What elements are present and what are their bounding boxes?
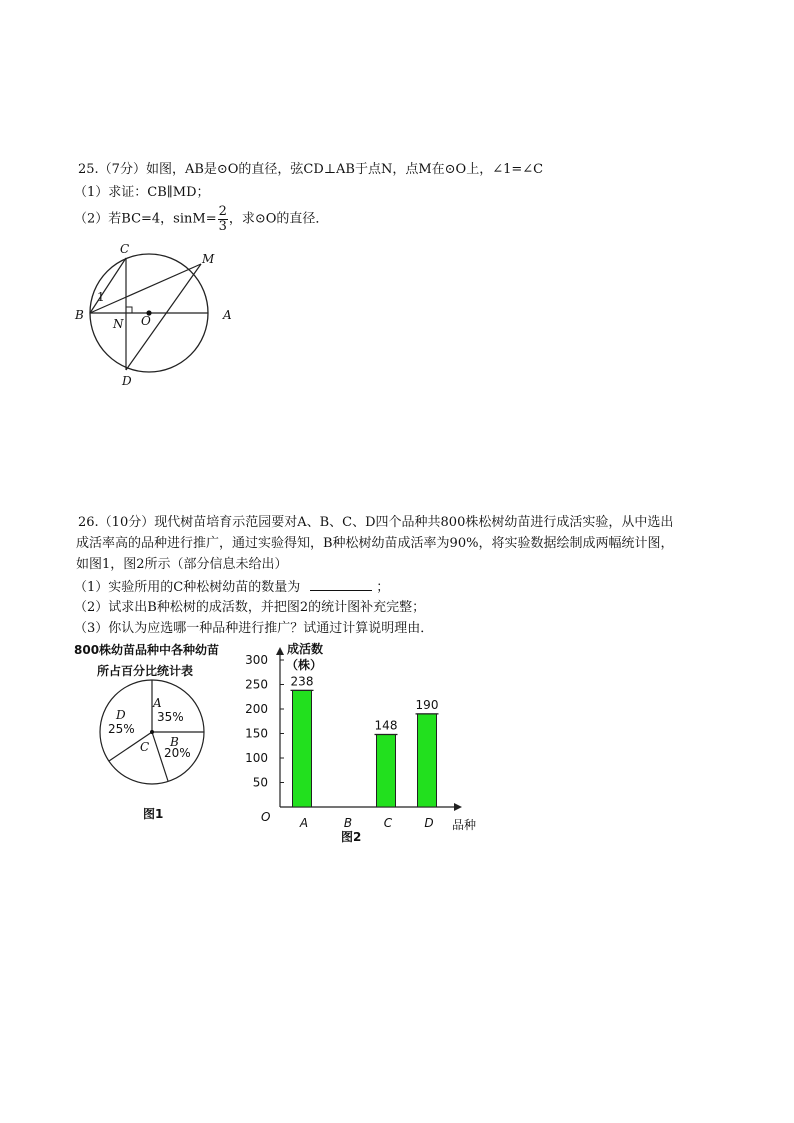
bar-value-label: 148 (374, 718, 398, 733)
bar-value-label: 190 (415, 697, 439, 712)
q26-part1-post: ； (376, 580, 390, 595)
fig2-xlabel: 品种 (452, 818, 477, 832)
pie-pct-b: 20% (164, 746, 191, 760)
pie-label-c: C (140, 740, 150, 754)
fig2-caption: 图2 (341, 830, 362, 844)
q26-part2: （2）试求出B种松树的成活数，并把图2的统计图补充完整； (74, 600, 426, 615)
q26-line2: 成活率高的品种进行推广，通过实验得知，B种松树幼苗成活率为90%，将实验数据绘制成两幅统计图， (76, 536, 674, 551)
fraction-denominator: 3 (218, 219, 227, 234)
fig1-title-line2: 所占百分比统计表 (97, 664, 194, 678)
pie-center (150, 730, 154, 734)
fraction-two-thirds (218, 205, 228, 234)
fig2-origin: O (261, 810, 271, 824)
fig1-title-line1: 800株幼苗品种中各种幼苗 (74, 643, 220, 657)
label-n: N (113, 317, 124, 331)
q25-title: 25.（7分）如图，AB是⊙O的直径，弦CD⊥AB于点N，点M在⊙O上，∠1=∠C (78, 162, 544, 177)
y-tick-label: 300 (245, 653, 268, 667)
label-m: M (202, 252, 215, 266)
right-angle-mark (126, 307, 132, 313)
fraction-numerator: 2 (218, 204, 227, 219)
x-category-label: A (299, 816, 309, 830)
label-d: D (122, 374, 132, 388)
q25-part1: （1）求证：CB∥MD； (74, 185, 210, 200)
pie-label-a: A (153, 696, 162, 710)
pie-label-d: D (116, 708, 126, 722)
y-tick-label: 200 (245, 702, 268, 716)
bar-value-label: 238 (290, 674, 314, 689)
y-tick-label: 250 (245, 677, 268, 692)
y-tick-label: 100 (245, 751, 268, 765)
y-axis-arrow (276, 647, 284, 655)
q26-part3: （3）你认为应选哪一种品种进行推广？试通过计算说明理由． (74, 621, 434, 636)
label-c: C (120, 242, 130, 256)
bar-chart (240, 640, 480, 840)
x-category-label: D (424, 816, 434, 830)
label-angle-1: 1 (97, 290, 105, 304)
q26-part1 (74, 579, 389, 596)
x-category-label: B (343, 816, 353, 830)
fig1-caption: 图1 (143, 807, 164, 821)
answer-blank[interactable] (310, 579, 372, 591)
fig2-ylabel-line1: 成活数 (287, 642, 324, 656)
q26-line1: 26.（10分）现代树苗培育示范园要对A、B、C、D四个品种共800株松树幼苗进行成活实验，从中选出 (78, 515, 674, 530)
fig2-ylabel-line2: （株） (286, 658, 323, 672)
label-b: B (75, 308, 84, 322)
q26-line3: 如图1，图2所示（部分信息未给出） (76, 557, 288, 572)
q25-part2-post: ，求⊙O的直径． (228, 211, 329, 227)
bar-d (418, 714, 437, 807)
label-a: A (223, 308, 232, 322)
y-tick-label: 150 (245, 726, 268, 741)
y-tick-label: 50 (252, 775, 268, 790)
pie-pct-d: 25% (108, 722, 135, 736)
pie-label-b: B (170, 735, 179, 749)
bar-a (293, 690, 312, 807)
x-axis-arrow (454, 803, 462, 811)
bar-c (377, 734, 396, 807)
q26-part1-pre: （1）实验所用的C种松树幼苗的数量为 (74, 580, 301, 595)
circle-figure (80, 240, 240, 390)
label-o: O (141, 314, 151, 328)
pie-pct-a: 35% (157, 710, 184, 724)
x-category-label: C (383, 816, 393, 830)
q25-part2-pre: （2）若BC=4，sinM= (74, 211, 217, 227)
q25-part2 (74, 205, 328, 234)
